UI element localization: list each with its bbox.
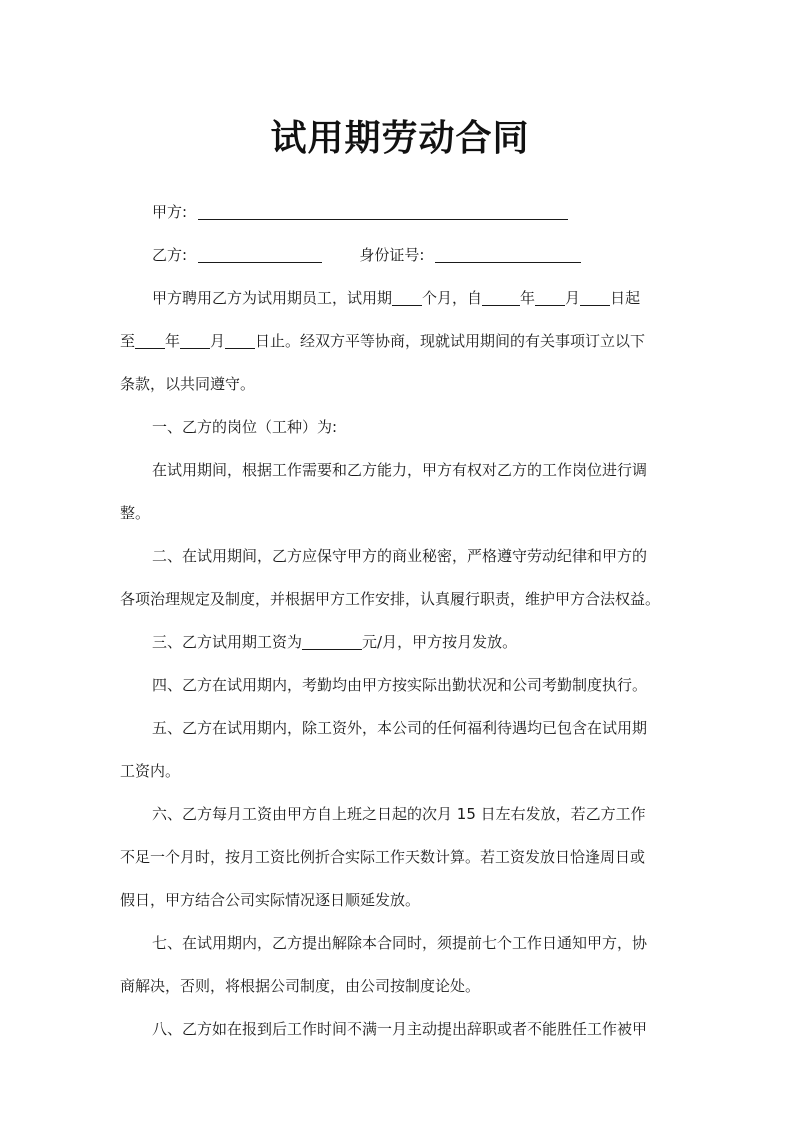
id-number-blank[interactable] bbox=[435, 246, 581, 263]
end-day-blank[interactable] bbox=[225, 332, 255, 349]
party-b-label: 乙方: bbox=[152, 246, 188, 264]
intro-text: 日起 bbox=[610, 289, 641, 307]
start-month-blank[interactable] bbox=[535, 289, 565, 306]
intro-text: 日止。经双方平等协商，现就试用期间的有关事项订立以下 bbox=[255, 332, 646, 350]
clause-6-line: 假日，甲方结合公司实际情况逐日顺延发放。 bbox=[120, 891, 421, 909]
intro-text: 年 bbox=[520, 289, 536, 307]
start-year-blank[interactable] bbox=[482, 289, 520, 306]
intro-text: 甲方聘用乙方为试用期员工，试用期 bbox=[152, 289, 393, 307]
party-a-blank[interactable] bbox=[198, 203, 568, 220]
clause-1-body-line: 在试用期间，根据工作需要和乙方能力，甲方有权对乙方的工作岗位进行调 bbox=[152, 461, 648, 479]
clause-6-line: 不足一个月时，按月工资比例折合实际工作天数计算。若工资发放日恰逢周日或 bbox=[120, 848, 646, 866]
clause-1-body-line: 整。 bbox=[120, 504, 151, 522]
clause-2-line: 二、在试用期间，乙方应保守甲方的商业秘密，严格遵守劳动纪律和甲方的 bbox=[152, 547, 648, 565]
intro-text: 个月，自 bbox=[422, 289, 483, 307]
end-year-blank[interactable] bbox=[135, 332, 165, 349]
party-b-line bbox=[120, 244, 722, 266]
id-number-label: 身份证号: bbox=[359, 246, 425, 264]
salary-blank[interactable] bbox=[302, 633, 362, 650]
intro-text: 月 bbox=[210, 332, 226, 350]
clause-7-line: 七、在试用期内，乙方提出解除本合同时，须提前七个工作日通知甲方，协 bbox=[152, 934, 648, 952]
clause-2-line: 各项治理规定及制度，并根据甲方工作安排，认真履行职责，维护甲方合法权益。 bbox=[120, 590, 661, 608]
intro-text: 年 bbox=[165, 332, 181, 350]
intro-line-1 bbox=[120, 287, 722, 309]
intro-line-3: 条款，以共同遵守。 bbox=[120, 375, 256, 393]
party-a-label: 甲方: bbox=[152, 203, 188, 221]
clause-8-line: 八、乙方如在报到后工作时间不满一月主动提出辞职或者不能胜任工作被甲 bbox=[152, 1020, 648, 1038]
probation-months-blank[interactable] bbox=[392, 289, 422, 306]
clause-3-line bbox=[120, 631, 722, 653]
intro-text: 至 bbox=[120, 332, 136, 350]
start-day-blank[interactable] bbox=[580, 289, 610, 306]
clause-3-text: 元/月，甲方按月发放。 bbox=[362, 633, 518, 651]
clause-3-text: 三、乙方试用期工资为 bbox=[152, 633, 303, 651]
party-b-blank[interactable] bbox=[198, 246, 322, 263]
intro-text: 月 bbox=[565, 289, 581, 307]
page-title: 试用期劳动合同 bbox=[270, 118, 530, 159]
clause-7-line: 商解决，否则，将根据公司制度，由公司按制度论处。 bbox=[120, 977, 481, 995]
clause-6-line: 六、乙方每月工资由甲方自上班之日起的次月 15 日左右发放，若乙方工作 bbox=[152, 805, 646, 823]
party-a-line bbox=[120, 201, 722, 223]
end-month-blank[interactable] bbox=[180, 332, 210, 349]
clause-5-line: 工资内。 bbox=[120, 762, 181, 780]
clause-5-line: 五、乙方在试用期内，除工资外，本公司的任何福利待遇均已包含在试用期 bbox=[152, 719, 648, 737]
clause-4-line: 四、乙方在试用期内，考勤均由甲方按实际出勤状况和公司考勤制度执行。 bbox=[152, 676, 648, 694]
intro-line-2 bbox=[120, 330, 690, 352]
clause-1-heading: 一、乙方的岗位（工种）为: bbox=[152, 418, 338, 436]
